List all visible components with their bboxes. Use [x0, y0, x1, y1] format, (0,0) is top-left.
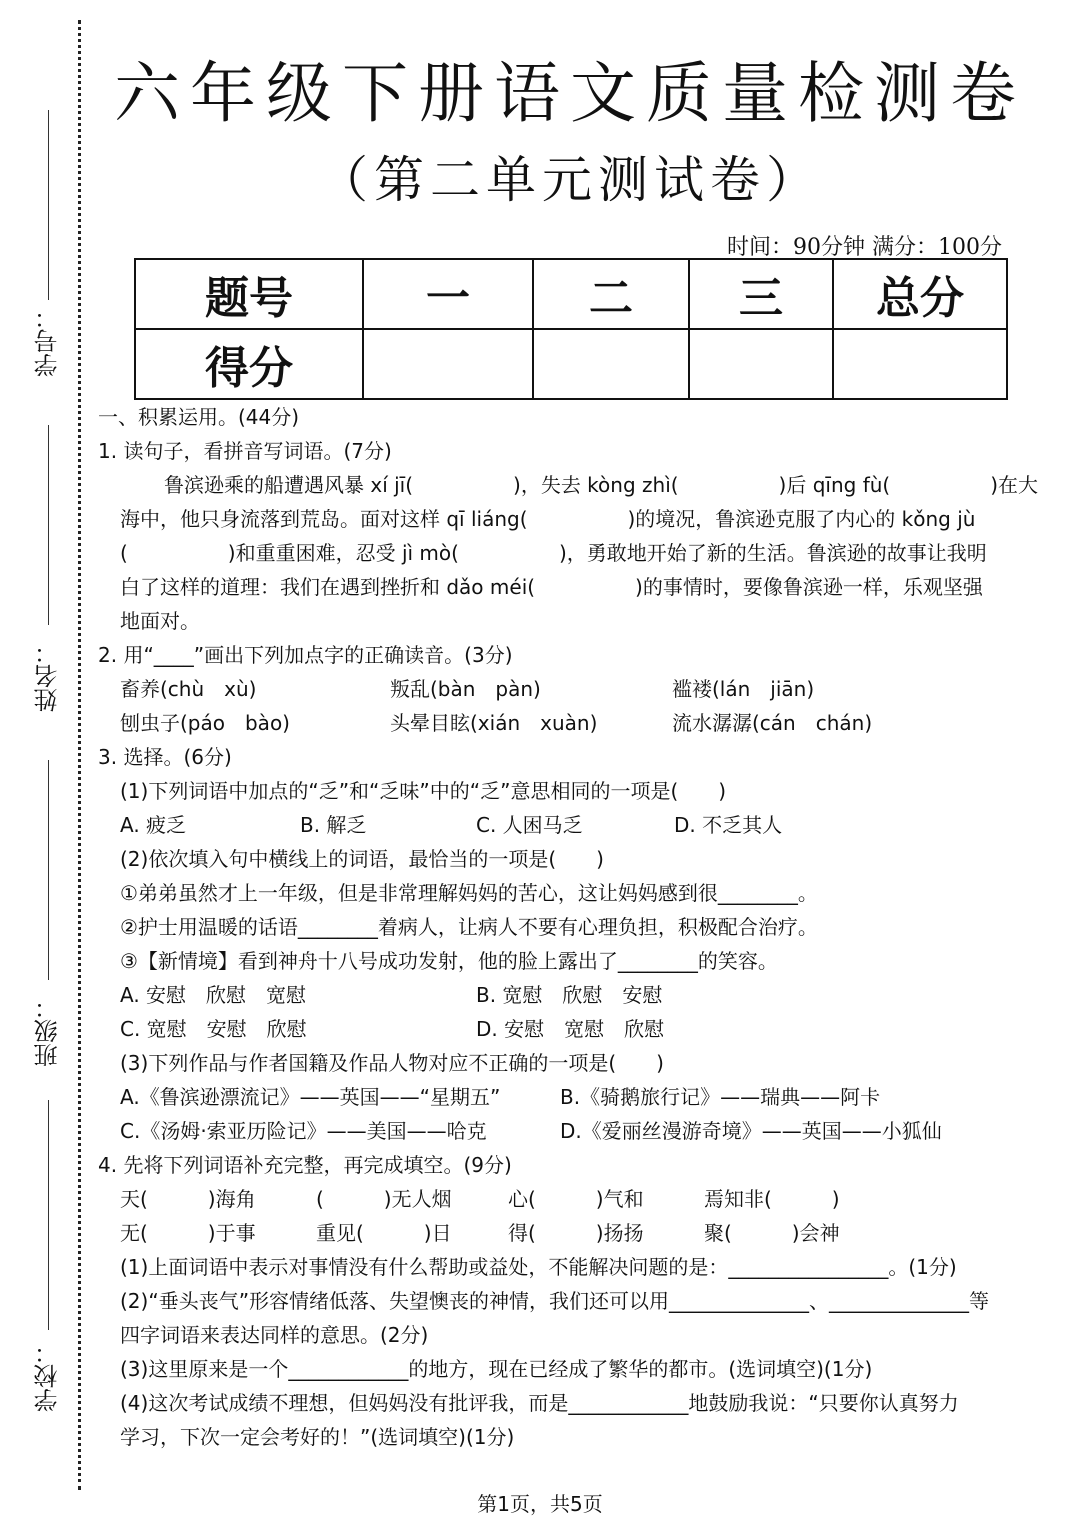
idiom: 重见( )日: [316, 1221, 452, 1245]
q3-part3: (3)下列作品与作者国籍及作品人物对应不正确的一项是( ): [120, 1051, 664, 1075]
time-info: 时间：90分钟 满分：100分: [727, 235, 1002, 260]
option: C. 人困马乏: [476, 813, 583, 837]
option: B. 宽慰 欣慰 安慰: [476, 983, 663, 1007]
student-no-label: 学号：: [34, 305, 62, 377]
header-cell: 一: [363, 259, 533, 329]
page-footer: 第1页，共5页: [477, 1492, 603, 1516]
q3-part2-sentence: ②护士用温暖的话语________着病人，让病人不要有心理负担，积极配合治疗。: [120, 915, 818, 939]
idiom: 心( )气和: [508, 1187, 644, 1211]
q1-title: 1. 读句子，看拼音写词语。(7分): [98, 439, 392, 463]
idiom: 天( )海角: [120, 1187, 256, 1211]
q2-item: 流水潺潺(cán chán): [672, 711, 873, 735]
q4-idiom-row: [98, 1182, 1028, 1216]
q2-item: 畜养(chù xù): [120, 677, 257, 701]
q2-row: [98, 706, 1028, 740]
option: D.《爱丽丝漫游奇境》——英国——小狐仙: [560, 1119, 942, 1143]
option: C.《汤姆·索亚历险记》——美国——哈克: [120, 1119, 487, 1143]
header-cell: 三: [689, 259, 833, 329]
score-table: [134, 258, 1008, 400]
option: B. 解乏: [300, 813, 367, 837]
score-cell[interactable]: [363, 329, 533, 399]
q3-part2-sentence: ③【新情境】看到神舟十八号成功发射，他的脸上露出了________的笑容。: [120, 949, 778, 973]
q3-title: 3. 选择。(6分): [98, 745, 232, 769]
question-content: [98, 400, 1039, 1454]
q2-title: 2. 用“____”画出下列加点字的正确读音。(3分): [98, 643, 513, 667]
q1-line: 地面对。: [120, 609, 200, 633]
q4-sub: (1)上面词语中表示对事情没有什么帮助或益处，不能解决问题的是：________________。(1分): [120, 1255, 957, 1279]
option: A.《鲁滨逊漂流记》——英国——“星期五”: [120, 1085, 501, 1109]
q3-part2-options: [98, 978, 1028, 1012]
q2-item: 头晕目眩(xián xuàn): [390, 711, 598, 735]
option: B.《骑鹅旅行记》——瑞典——阿卡: [560, 1085, 881, 1109]
q3-part2: (2)依次填入句中横线上的词语，最恰当的一项是( ): [120, 847, 604, 871]
q1-line: ( )和重重困难，忍受 jì mò( )，勇敢地开始了新的生活。鲁滨逊的故事让我明: [120, 541, 987, 565]
q3-part2-options: [98, 1012, 1028, 1046]
q3-part3-options: [98, 1114, 1028, 1148]
school-label: 学校：: [34, 1340, 62, 1412]
section-heading: 一、积累运用。(44分): [98, 405, 300, 429]
q2-row: [98, 672, 1028, 706]
q4-idiom-row: [98, 1216, 1028, 1250]
q4-sub: (3)这里原来是一个____________的地方，现在已经成了繁华的都市。(选词填空)(1分): [120, 1357, 873, 1381]
page-title: 六年级下册语文质量检测卷: [114, 55, 1026, 132]
q4-sub: (2)“垂头丧气”形容情绪低落、失望懊丧的神情，我们还可以用______________、______________等: [120, 1289, 990, 1313]
q3-part3-options: [98, 1080, 1028, 1114]
option: D. 不乏其人: [674, 813, 783, 837]
idiom: 聚( )会神: [704, 1221, 840, 1245]
q3-part1-options: [98, 808, 1028, 842]
school-line: [48, 1100, 49, 1330]
q4-sub: 四字词语来表达同样的意思。(2分): [120, 1323, 429, 1347]
class-label: 班级：: [34, 995, 62, 1067]
q4-sub: (4)这次考试成绩不理想，但妈妈没有批评我，而是____________地鼓励我说：“只要你认真努力: [120, 1391, 959, 1415]
q2-item: 叛乱(bàn pàn): [390, 677, 541, 701]
score-table-score-row: [135, 329, 1007, 399]
q1-line: 海中，他只身流落到荒岛。面对这样 qī liáng( )的境况，鲁滨逊克服了内心的 kǒng jù: [120, 507, 976, 531]
option: C. 宽慰 安慰 欣慰: [120, 1017, 307, 1041]
option: D. 安慰 宽慰 欣慰: [476, 1017, 665, 1041]
q2-item: 褴褛(lán jiān): [672, 677, 815, 701]
page-subtitle: （第二单元测试卷）: [318, 151, 822, 209]
idiom: 焉知非( ): [704, 1187, 840, 1211]
option: A. 安慰 欣慰 宽慰: [120, 983, 307, 1007]
idiom: ( )无人烟: [316, 1187, 452, 1211]
score-cell[interactable]: [689, 329, 833, 399]
score-table-header-row: [135, 259, 1007, 329]
dotted-cut-line: [78, 20, 81, 1490]
idiom: 得( )扬扬: [508, 1221, 644, 1245]
q4-sub: 学习，下次一定会考好的！”(选词填空)(1分): [120, 1425, 515, 1449]
name-label: 姓名：: [34, 640, 62, 712]
header-cell: 题号: [135, 259, 363, 329]
q1-line: 鲁滨逊乘的船遭遇风暴 xí jī( )，失去 kòng zhì( )后 qīng fù( )在大: [164, 473, 1039, 497]
name-line: [48, 425, 49, 625]
header-cell: 总分: [833, 259, 1007, 329]
q3-part2-sentence: ①弟弟虽然才上一年级，但是非常理解妈妈的苦心，这让妈妈感到很________。: [120, 881, 818, 905]
q1-line: 白了这样的道理：我们在遇到挫折和 dǎo méi( )的事情时，要像鲁滨逊一样，乐观坚强: [120, 575, 983, 599]
score-row-label: 得分: [135, 329, 363, 399]
q4-title: 4. 先将下列词语补充完整，再完成填空。(9分): [98, 1153, 512, 1177]
idiom: 无( )于事: [120, 1221, 256, 1245]
option: A. 疲乏: [120, 813, 187, 837]
q3-part1: (1)下列词语中加点的“乏”和“乏味”中的“乏”意思相同的一项是( ): [120, 779, 727, 803]
binding-margin: [0, 0, 76, 1527]
score-cell[interactable]: [833, 329, 1007, 399]
header-cell: 二: [533, 259, 689, 329]
q2-item: 刨虫子(páo bào): [120, 711, 290, 735]
class-line: [48, 760, 49, 980]
score-cell[interactable]: [533, 329, 689, 399]
